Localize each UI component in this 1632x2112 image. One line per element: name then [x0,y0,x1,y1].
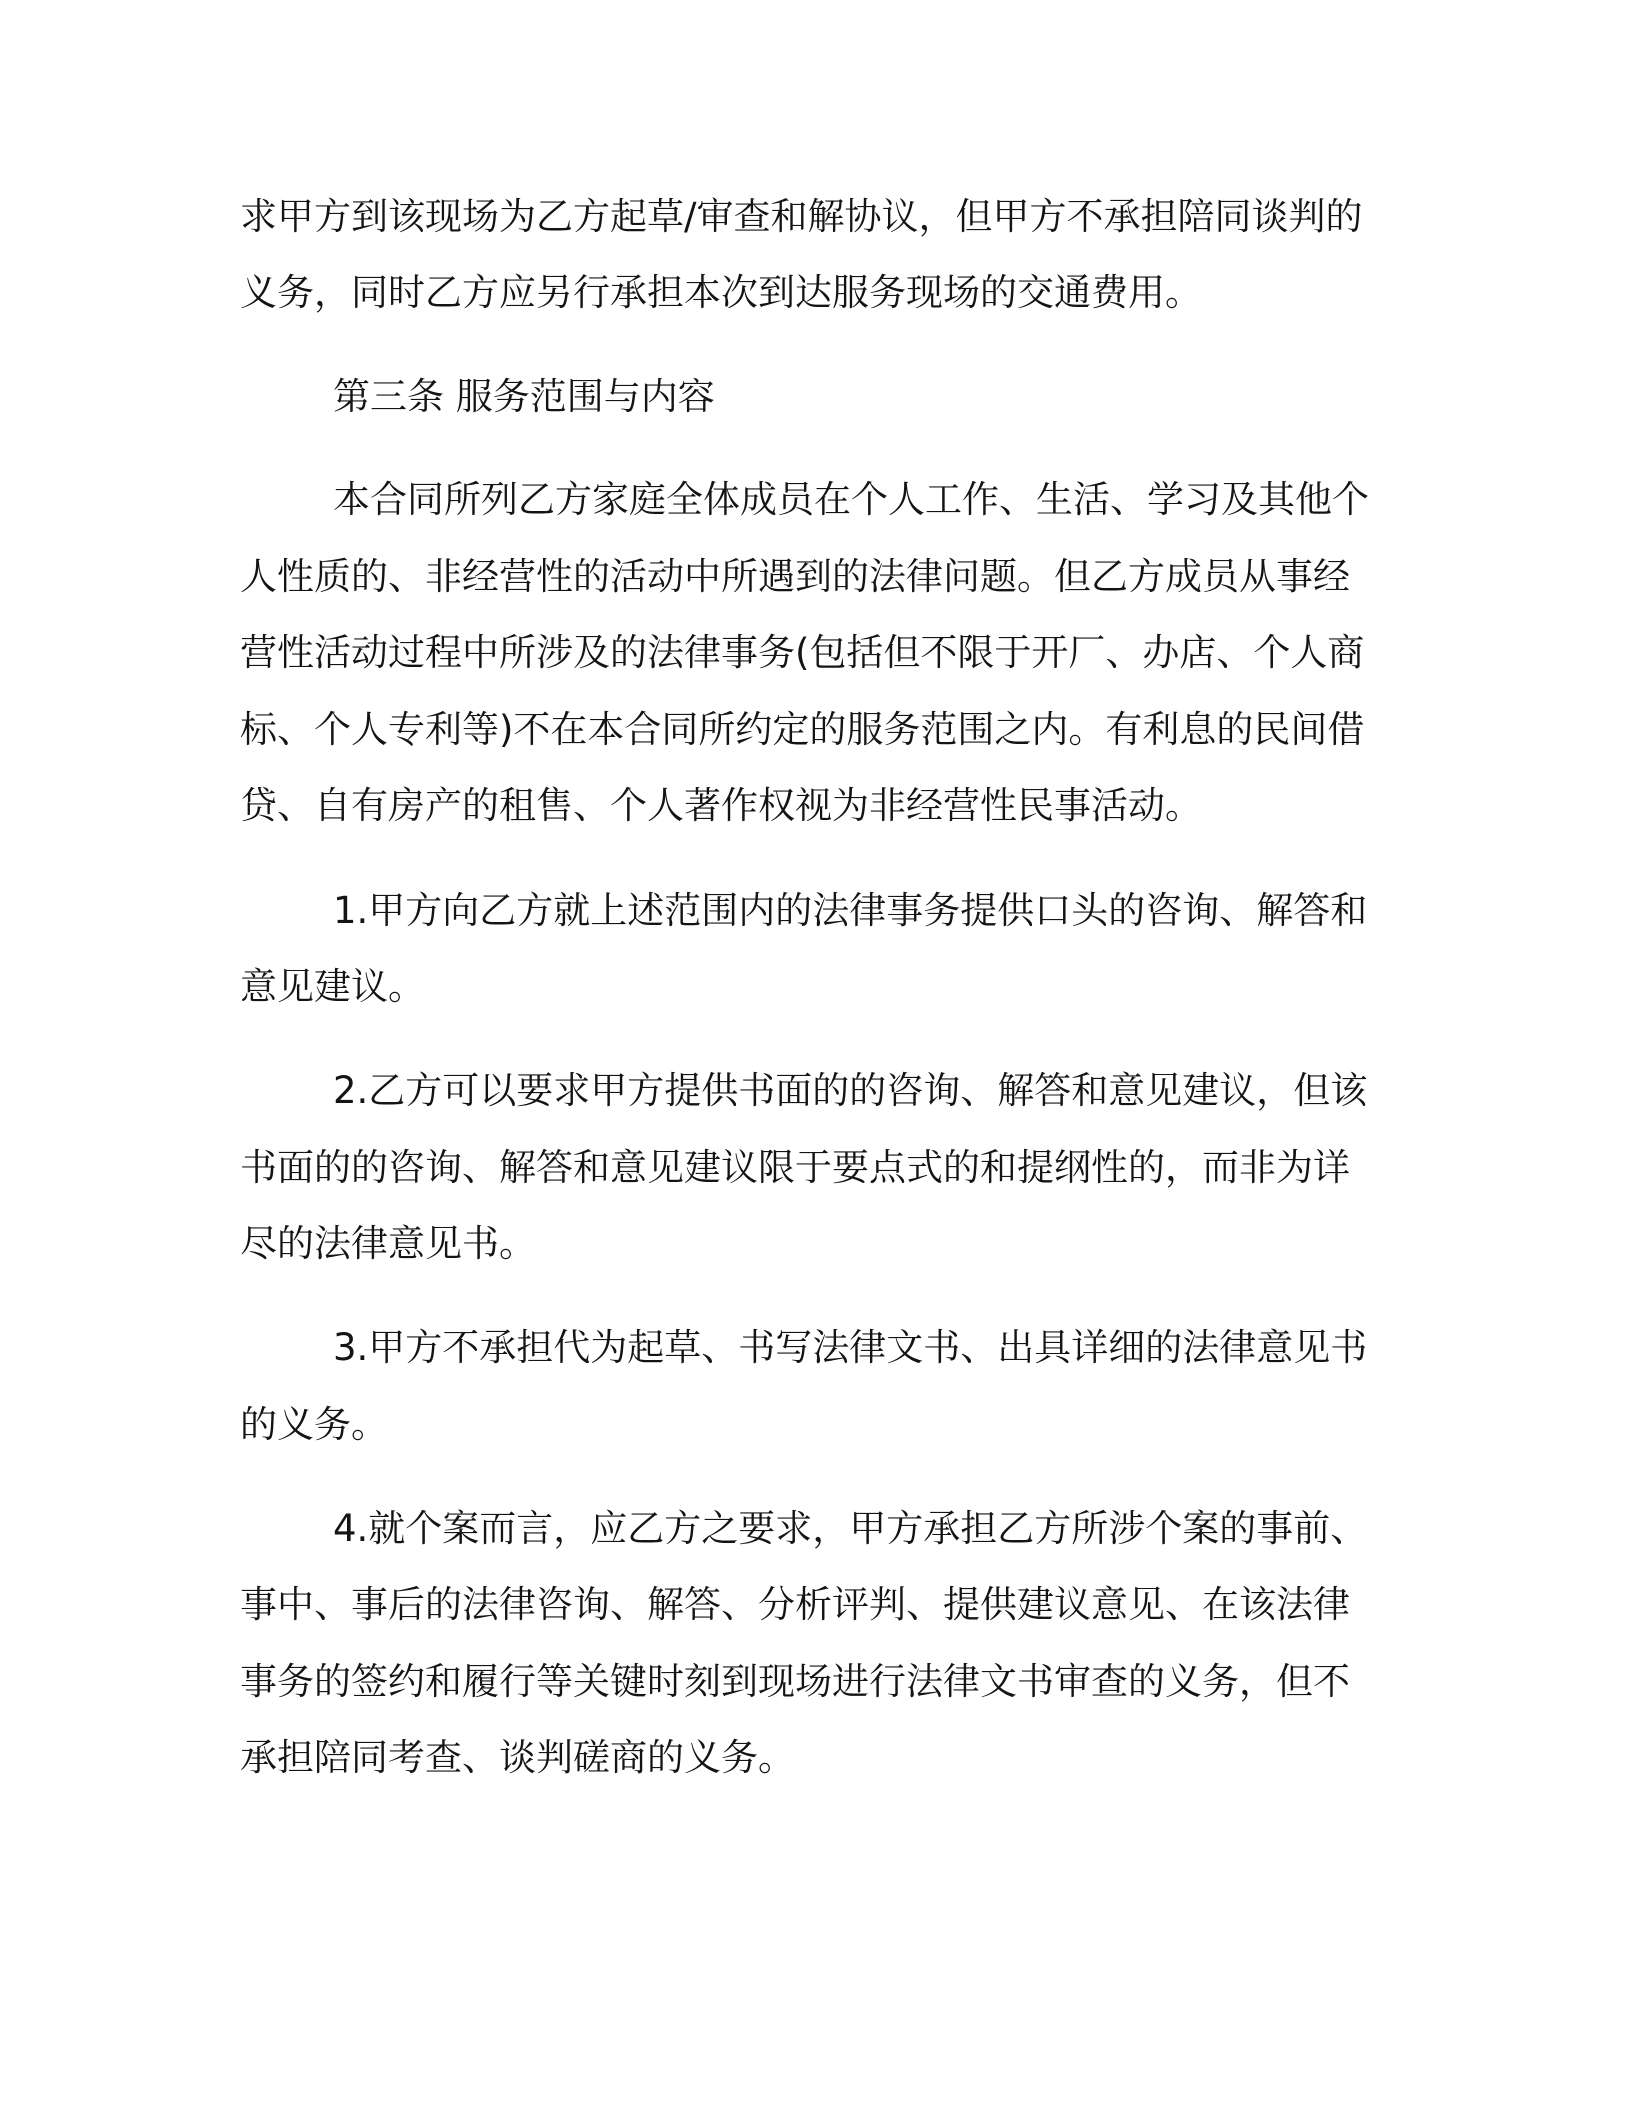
item-4-line-2: 事中、事后的法律咨询、解答、分析评判、提供建议意见、在该法律 [240,1583,1350,1626]
item-3-line-1: 3.甲方不承担代为起草、书写法律文书、出具详细的法律意见书 [333,1326,1368,1369]
scope-paragraph-line-3: 营性活动过程中所涉及的法律事务(包括但不限于开厂、办店、个人商 [240,631,1365,674]
item-4-line-3: 事务的签约和履行等关键时刻到现场进行法律文书审查的义务，但不 [240,1660,1350,1703]
item-3-line-2: 的义务。 [240,1403,388,1446]
item-1-line-2: 意见建议。 [240,965,425,1008]
item-2-line-1: 2.乙方可以要求甲方提供书面的的咨询、解答和意见建议，但该 [333,1069,1368,1112]
item-4-line-1: 4.就个案而言，应乙方之要求，甲方承担乙方所涉个案的事前、 [333,1507,1368,1550]
item-1-line-1: 1.甲方向乙方就上述范围内的法律事务提供口头的咨询、解答和 [333,889,1368,932]
section-heading: 第三条 服务范围与内容 [333,375,715,418]
scope-paragraph-line-4: 标、个人专利等)不在本合同所约定的服务范围之内。有利息的民间借 [240,708,1365,751]
paragraph-continuation-line-2: 义务，同时乙方应另行承担本次到达服务现场的交通费用。 [240,271,1202,314]
scope-paragraph-line-2: 人性质的、非经营性的活动中所遇到的法律问题。但乙方成员从事经 [240,555,1350,598]
paragraph-continuation-line-1: 求甲方到该现场为乙方起草/审查和解协议，但甲方不承担陪同谈判的 [240,195,1363,238]
item-2-line-2: 书面的的咨询、解答和意见建议限于要点式的和提纲性的，而非为详 [240,1146,1350,1189]
item-4-line-4: 承担陪同考查、谈判磋商的义务。 [240,1736,795,1779]
scope-paragraph-line-1: 本合同所列乙方家庭全体成员在个人工作、生活、学习及其他个 [333,478,1369,521]
item-2-line-3: 尽的法律意见书。 [240,1222,536,1265]
scope-paragraph-line-5: 贷、自有房产的租售、个人著作权视为非经营性民事活动。 [240,784,1202,827]
